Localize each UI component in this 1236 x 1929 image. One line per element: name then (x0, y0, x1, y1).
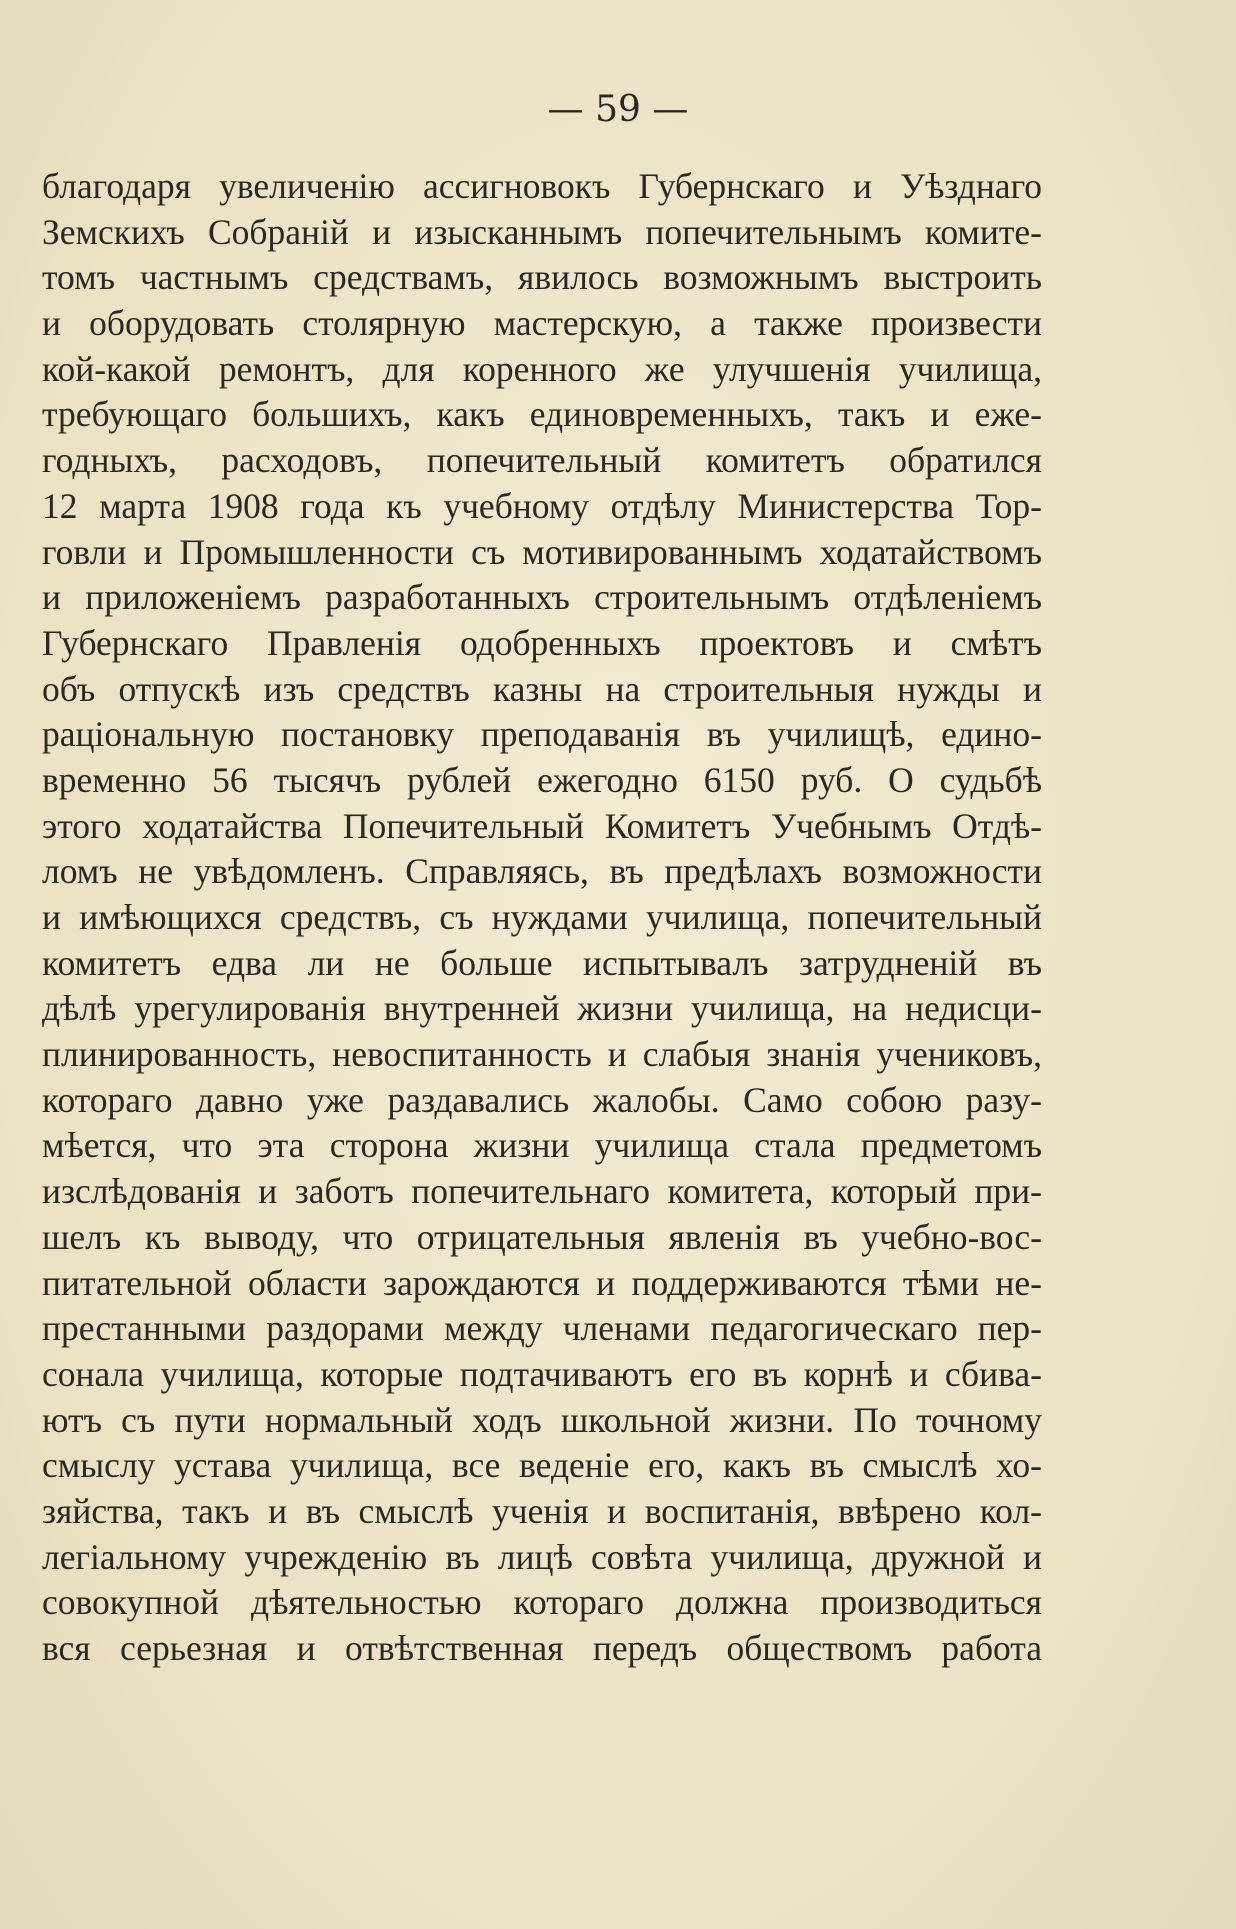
text-line: плинированность, невоспитанность и слабыя знанія учениковъ, (42, 1034, 1042, 1075)
text-line: томъ частнымъ средствамъ, явилось возможнымъ выстроить (42, 257, 1042, 298)
text-line: и оборудовать столярную мастерскую, а также произвести (42, 303, 1042, 344)
text-line: этого ходатайства Попечительный Комитетъ Учебнымъ Отдѣ- (42, 805, 1042, 846)
text-line: питательной области зарождаются и поддерживаются тѣми не- (42, 1262, 1042, 1303)
text-line: комитетъ едва ли не больше испытывалъ затрудненій въ (42, 942, 1042, 983)
text-line: кой-какой ремонтъ, для коренного же улучшенія училища, (42, 348, 1042, 389)
text-line: 12 марта 1908 года къ учебному отдѣлу Министерства Тор- (42, 485, 1042, 526)
text-line: раціональную постановку преподаванія въ училищѣ, едино- (42, 714, 1042, 755)
text-line: ломъ не увѣдомленъ. Справляясь, въ предѣлахъ возможности (42, 851, 1042, 892)
text-line: Земскихъ Собраній и изысканнымъ попечительнымъ комите- (42, 211, 1042, 252)
text-line: престанными раздорами между членами педагогическаго пер- (42, 1308, 1042, 1349)
text-line: и имѣющихся средствъ, съ нуждами училища, попечительный (42, 897, 1042, 937)
text-line: благодаря увеличенію ассигновокъ Губернскаго и Уѣзднаго (42, 166, 1042, 206)
text-line: временно 56 тысячъ рублей ежегодно 6150 руб. О судьбѣ (42, 759, 1042, 800)
text-line: шелъ къ выводу, что отрицательныя явленія въ учебно-вос- (42, 1216, 1042, 1257)
text-line: вся серьезная и отвѣтственная передъ обществомъ работа (42, 1628, 1042, 1668)
text-line: говли и Промышленности съ мотивированнымъ ходатайствомъ (42, 531, 1042, 572)
text-line: сонала училища, которые подтачиваютъ его въ корнѣ и сбива- (42, 1353, 1042, 1394)
text-line: смыслу устава училища, все веденіе его, какъ въ смыслѣ хо- (42, 1445, 1042, 1486)
text-line: совокупной дѣятельностью котораго должна производиться (42, 1582, 1042, 1623)
body-text (42, 164, 1042, 1672)
text-line: дѣлѣ урегулированія внутренней жизни училища, на недисци- (42, 988, 1042, 1029)
text-line: изслѣдованія и заботъ попечительнаго комитета, который при- (42, 1171, 1042, 1212)
text-line: требующаго большихъ, какъ единовременныхъ, такъ и еже- (42, 394, 1042, 435)
text-line: Губернскаго Правленія одобренныхъ проектовъ и смѣтъ (42, 622, 1042, 663)
text-line: годныхъ, расходовъ, попечительный комитетъ обратился (42, 440, 1042, 481)
text-line: зяйства, такъ и въ смыслѣ ученія и воспитанія, ввѣрено кол- (42, 1490, 1042, 1531)
text-line: котораго давно уже раздавались жалобы. Само собою разу- (42, 1079, 1042, 1120)
text-line: и приложеніемъ разработанныхъ строительнымъ отдѣленіемъ (42, 577, 1042, 618)
page-number: — 59 — (547, 89, 689, 130)
text-line: легіальному учрежденію въ лицѣ совѣта училища, дружной и (42, 1536, 1042, 1577)
text-line: мѣется, что эта сторона жизни училища стала предметомъ (42, 1125, 1042, 1166)
text-line: объ отпускѣ изъ средствъ казны на строительныя нужды и (42, 668, 1042, 709)
text-line: ютъ съ пути нормальный ходъ школьной жизни. По точному (42, 1399, 1042, 1440)
